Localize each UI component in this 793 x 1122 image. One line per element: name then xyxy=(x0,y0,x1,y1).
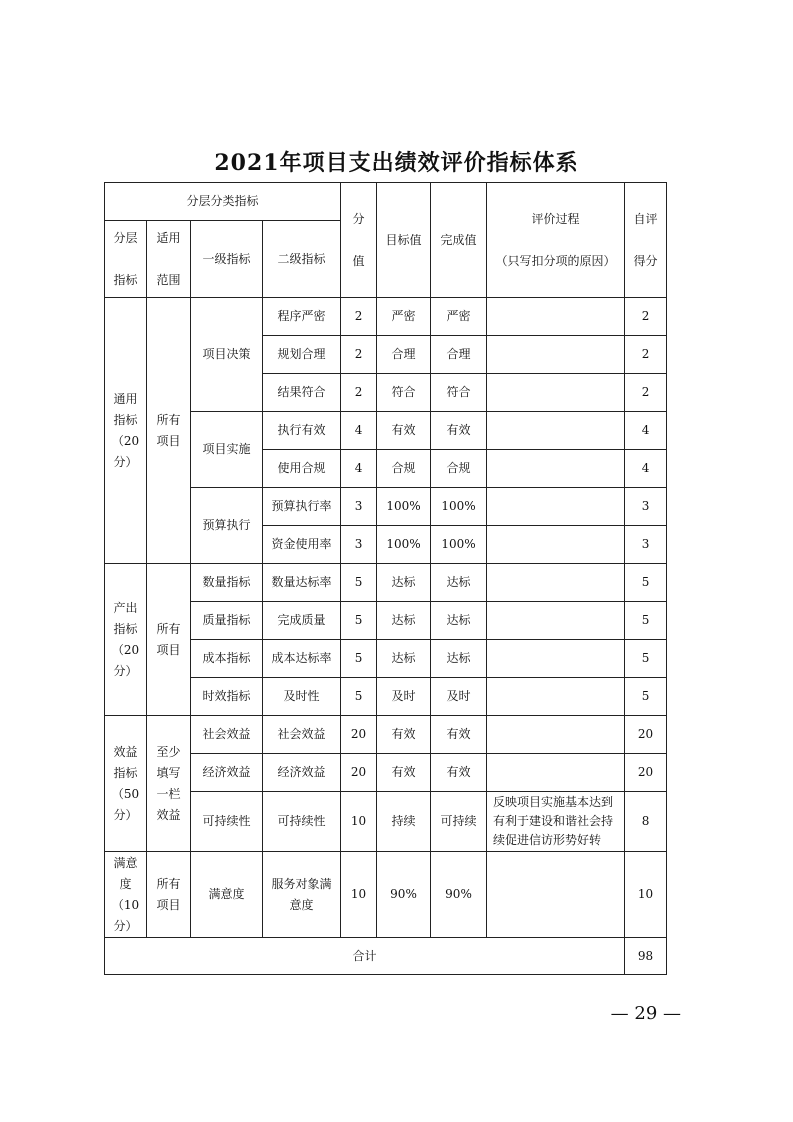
header-level2: 二级指标 xyxy=(263,221,341,298)
level1-cell: 质量指标 xyxy=(191,602,263,640)
actual-cell: 达标 xyxy=(431,602,487,640)
score-cell: 5 xyxy=(341,602,377,640)
score-cell: 3 xyxy=(341,488,377,526)
actual-cell: 100% xyxy=(431,488,487,526)
score-cell: 20 xyxy=(341,716,377,754)
score-cell: 10 xyxy=(341,852,377,938)
target-cell: 有效 xyxy=(377,716,431,754)
score-cell: 5 xyxy=(341,640,377,678)
evaluation-table xyxy=(104,182,667,975)
group-layer-general: 通用 指标 （20 分） xyxy=(105,298,147,564)
group-scope-benefit: 至少 填写 一栏 效益 xyxy=(147,716,191,852)
process-cell xyxy=(487,412,625,450)
header-indicator-group: 分层分类指标 xyxy=(105,183,341,221)
target-cell: 达标 xyxy=(377,602,431,640)
table-row xyxy=(105,298,667,336)
self-score-cell: 2 xyxy=(625,374,667,412)
process-cell xyxy=(487,640,625,678)
level2-cell: 成本达标率 xyxy=(263,640,341,678)
actual-cell: 100% xyxy=(431,526,487,564)
header-self-score: 自评 得分 xyxy=(625,183,667,298)
target-cell: 达标 xyxy=(377,564,431,602)
process-cell xyxy=(487,526,625,564)
actual-cell: 合理 xyxy=(431,336,487,374)
table-row xyxy=(105,716,667,754)
process-cell xyxy=(487,298,625,336)
self-score-cell: 10 xyxy=(625,852,667,938)
score-cell: 5 xyxy=(341,678,377,716)
actual-cell: 达标 xyxy=(431,640,487,678)
level2-cell: 执行有效 xyxy=(263,412,341,450)
header-process: 评价过程 （只写扣分项的原因） xyxy=(487,183,625,298)
process-cell xyxy=(487,450,625,488)
group-layer-benefit: 效益 指标 （50 分） xyxy=(105,716,147,852)
self-score-cell: 4 xyxy=(625,450,667,488)
table-row xyxy=(105,852,667,938)
level2-cell: 资金使用率 xyxy=(263,526,341,564)
target-cell: 90% xyxy=(377,852,431,938)
target-cell: 100% xyxy=(377,488,431,526)
target-cell: 有效 xyxy=(377,412,431,450)
level2-cell: 使用合规 xyxy=(263,450,341,488)
process-cell xyxy=(487,336,625,374)
actual-cell: 及时 xyxy=(431,678,487,716)
level1-budget: 预算执行 xyxy=(191,488,263,564)
group-layer-satisfaction: 满意 度 （10 分） xyxy=(105,852,147,938)
target-cell: 严密 xyxy=(377,298,431,336)
self-score-cell: 5 xyxy=(625,640,667,678)
process-cell xyxy=(487,564,625,602)
actual-cell: 90% xyxy=(431,852,487,938)
page-number: — 29 — xyxy=(610,1003,681,1024)
level2-cell: 社会效益 xyxy=(263,716,341,754)
target-cell: 有效 xyxy=(377,754,431,792)
header-level1: 一级指标 xyxy=(191,221,263,298)
score-cell: 4 xyxy=(341,412,377,450)
score-cell: 2 xyxy=(341,374,377,412)
process-cell xyxy=(487,852,625,938)
process-cell xyxy=(487,678,625,716)
self-score-cell: 3 xyxy=(625,526,667,564)
level1-cell: 可持续性 xyxy=(191,792,263,852)
actual-cell: 有效 xyxy=(431,412,487,450)
header-scope: 适用 范围 xyxy=(147,221,191,298)
process-cell xyxy=(487,754,625,792)
level1-cell: 成本指标 xyxy=(191,640,263,678)
self-score-cell: 2 xyxy=(625,336,667,374)
level2-cell: 可持续性 xyxy=(263,792,341,852)
page-title: 2021年项目支出绩效评价指标体系 xyxy=(214,150,579,176)
process-cell xyxy=(487,488,625,526)
score-cell: 5 xyxy=(341,564,377,602)
level2-cell: 数量达标率 xyxy=(263,564,341,602)
process-cell xyxy=(487,716,625,754)
level2-cell: 预算执行率 xyxy=(263,488,341,526)
level1-cell: 经济效益 xyxy=(191,754,263,792)
process-cell: 反映项目实施基本达到有利于建设和谐社会持续促进信访形势好转 xyxy=(487,792,625,852)
level2-cell: 结果符合 xyxy=(263,374,341,412)
group-layer-output: 产出 指标 （20 分） xyxy=(105,564,147,716)
total-row xyxy=(105,938,667,975)
score-cell: 2 xyxy=(341,336,377,374)
score-cell: 3 xyxy=(341,526,377,564)
actual-cell: 严密 xyxy=(431,298,487,336)
level2-cell: 经济效益 xyxy=(263,754,341,792)
level2-cell: 程序严密 xyxy=(263,298,341,336)
total-label: 合计 xyxy=(105,938,625,975)
actual-cell: 合规 xyxy=(431,450,487,488)
score-cell: 20 xyxy=(341,754,377,792)
score-cell: 10 xyxy=(341,792,377,852)
process-cell xyxy=(487,602,625,640)
self-score-cell: 5 xyxy=(625,678,667,716)
target-cell: 及时 xyxy=(377,678,431,716)
self-score-cell: 4 xyxy=(625,412,667,450)
group-scope-general: 所有 项目 xyxy=(147,298,191,564)
actual-cell: 有效 xyxy=(431,716,487,754)
table-row xyxy=(105,564,667,602)
self-score-cell: 5 xyxy=(625,602,667,640)
level2-cell: 及时性 xyxy=(263,678,341,716)
self-score-cell: 3 xyxy=(625,488,667,526)
level1-decision: 项目决策 xyxy=(191,298,263,412)
header-actual: 完成值 xyxy=(431,183,487,298)
self-score-cell: 20 xyxy=(625,754,667,792)
score-cell: 2 xyxy=(341,298,377,336)
level2-cell: 规划合理 xyxy=(263,336,341,374)
header-target: 目标值 xyxy=(377,183,431,298)
score-cell: 4 xyxy=(341,450,377,488)
actual-cell: 达标 xyxy=(431,564,487,602)
self-score-cell: 8 xyxy=(625,792,667,852)
level2-cell: 完成质量 xyxy=(263,602,341,640)
process-cell xyxy=(487,374,625,412)
target-cell: 符合 xyxy=(377,374,431,412)
header-layer: 分层 指标 xyxy=(105,221,147,298)
total-value: 98 xyxy=(625,938,667,975)
level1-cell: 社会效益 xyxy=(191,716,263,754)
target-cell: 合理 xyxy=(377,336,431,374)
target-cell: 100% xyxy=(377,526,431,564)
target-cell: 合规 xyxy=(377,450,431,488)
level1-cell: 时效指标 xyxy=(191,678,263,716)
group-scope-satisfaction: 所有 项目 xyxy=(147,852,191,938)
target-cell: 持续 xyxy=(377,792,431,852)
level2-cell: 服务对象满 意度 xyxy=(263,852,341,938)
level1-implementation: 项目实施 xyxy=(191,412,263,488)
actual-cell: 符合 xyxy=(431,374,487,412)
group-scope-output: 所有 项目 xyxy=(147,564,191,716)
level1-cell: 满意度 xyxy=(191,852,263,938)
level1-cell: 数量指标 xyxy=(191,564,263,602)
target-cell: 达标 xyxy=(377,640,431,678)
actual-cell: 有效 xyxy=(431,754,487,792)
header-score: 分 值 xyxy=(341,183,377,298)
self-score-cell: 20 xyxy=(625,716,667,754)
self-score-cell: 5 xyxy=(625,564,667,602)
actual-cell: 可持续 xyxy=(431,792,487,852)
self-score-cell: 2 xyxy=(625,298,667,336)
